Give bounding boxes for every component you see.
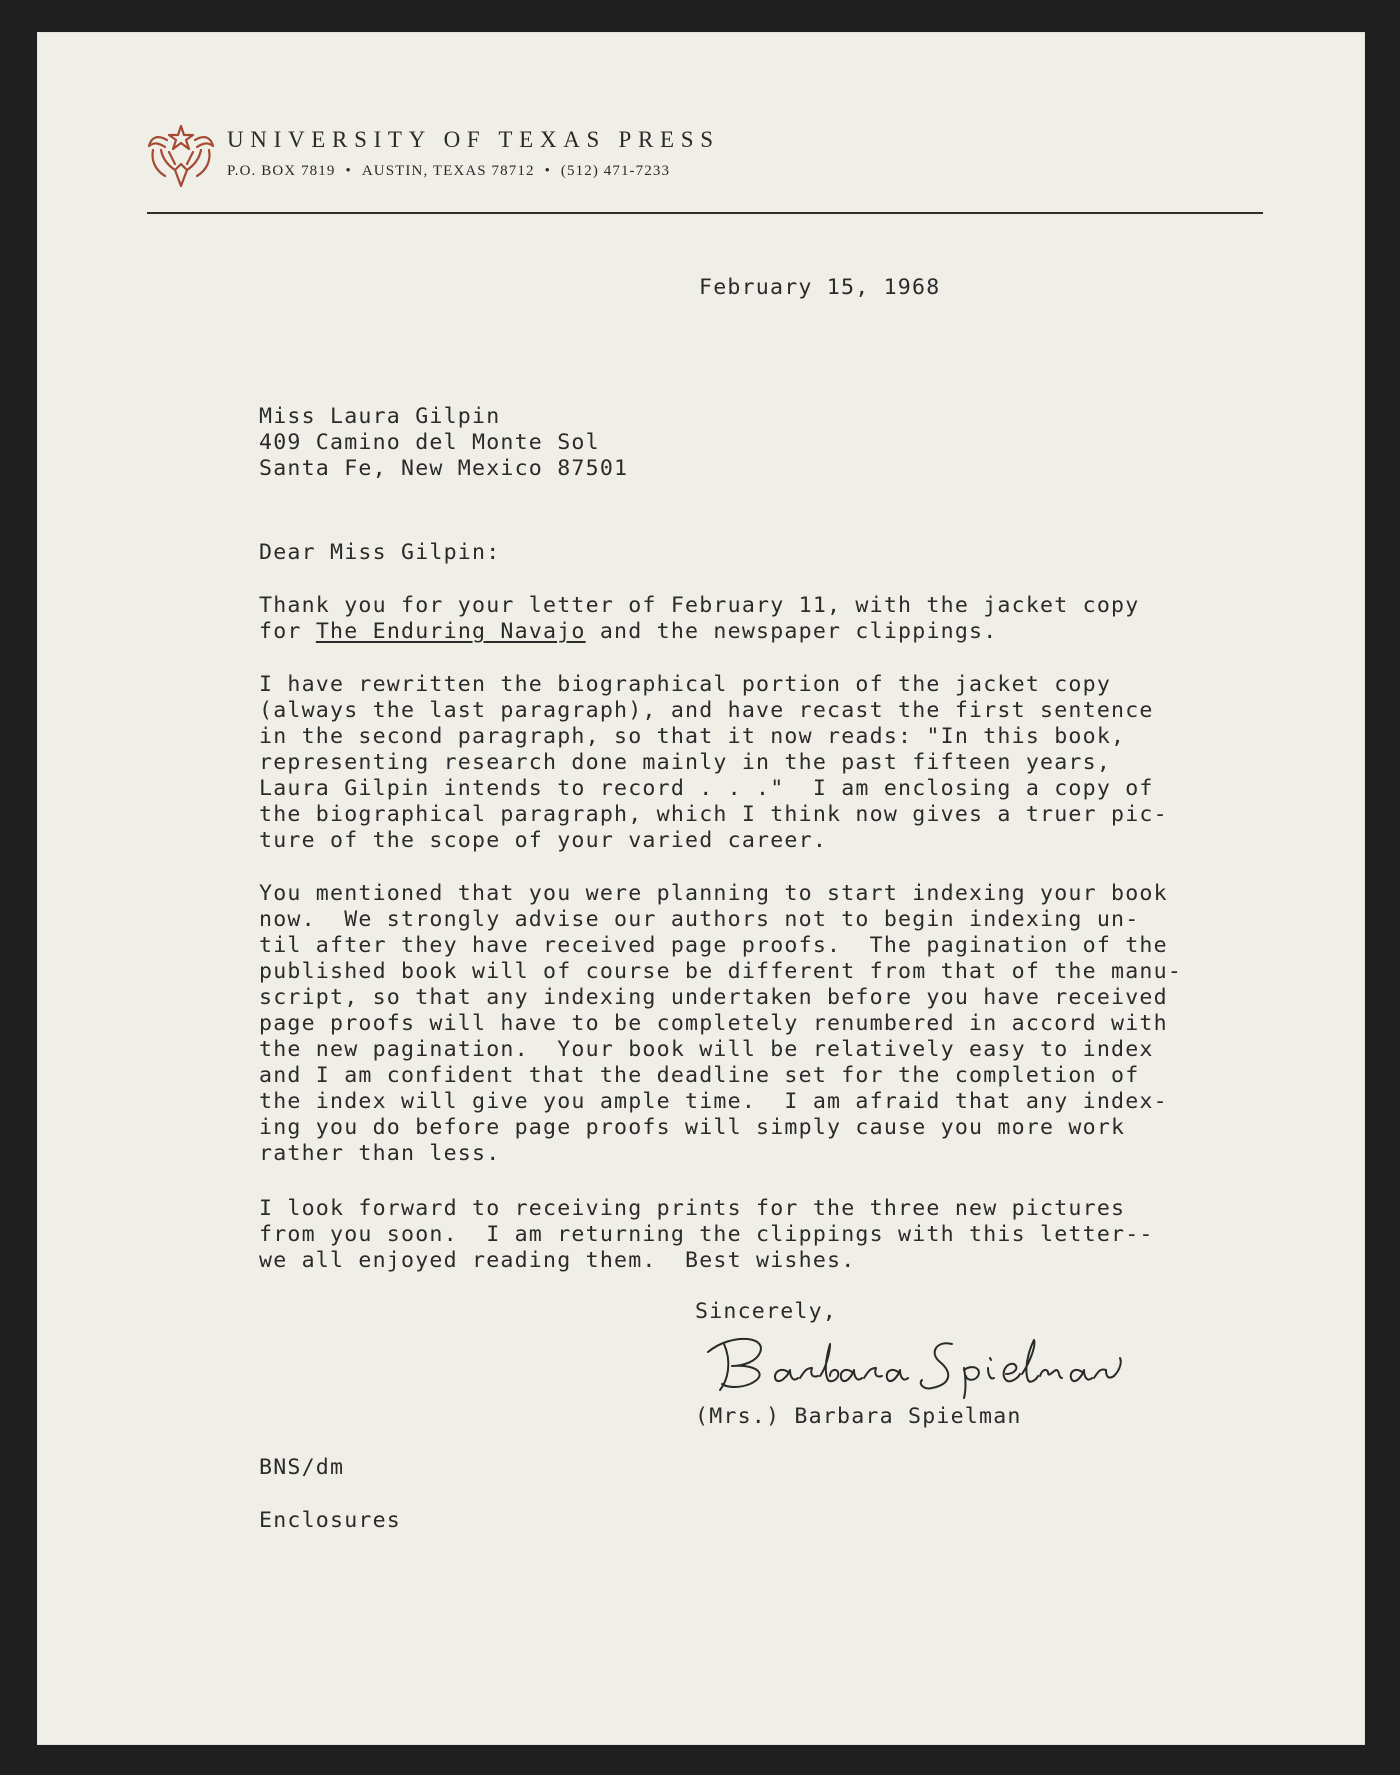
- paragraph-line: from you soon. I am returning the clippings with this letter--: [259, 1222, 1154, 1247]
- recipient-street: 409 Camino del Monte Sol: [259, 430, 600, 455]
- salutation: Dear Miss Gilpin:: [259, 540, 501, 565]
- paragraph-line: rather than less.: [259, 1141, 501, 1166]
- recipient-address: [259, 404, 628, 482]
- handwritten-signature: [702, 1322, 1162, 1402]
- paragraph-line: the index will give you ample time. I am afraid that any index-: [259, 1089, 1168, 1114]
- paragraph-line: (always the last paragraph), and have recast the first sentence: [259, 698, 1154, 723]
- book-title: The Enduring Navajo: [315, 619, 586, 644]
- paragraph-line: we all enjoyed reading them. Best wishes.: [259, 1248, 856, 1273]
- city-line: AUSTIN, TEXAS 78712: [361, 163, 535, 179]
- reference-initials: BNS/dm: [259, 1455, 345, 1480]
- paragraph-1: [259, 593, 1139, 645]
- letterhead-rule: [147, 212, 1263, 214]
- recipient-city: Santa Fe, New Mexico 87501: [259, 456, 629, 481]
- paragraph-line: now. We strongly advise our authors not to begin indexing un-: [259, 907, 1140, 932]
- paragraph-line: in the second paragraph, so that it now reads: "In this book,: [259, 724, 1126, 749]
- paragraph-line: I have rewritten the biographical portion of the jacket copy: [259, 672, 1112, 697]
- text-fragment: and the newspaper clippings.: [585, 619, 998, 644]
- separator-dot: •: [544, 163, 551, 179]
- paragraph-line: I look forward to receiving prints for the three new pictures: [259, 1196, 1126, 1221]
- longhorn-star-seal-icon: [145, 120, 217, 192]
- paragraph-4: [259, 1196, 1154, 1274]
- phone-number: (512) 471-7233: [560, 163, 671, 179]
- enclosures-note: Enclosures: [259, 1508, 402, 1533]
- signer-name: (Mrs.) Barbara Spielman: [695, 1404, 1022, 1429]
- paragraph-line: ture of the scope of your varied career.: [259, 828, 828, 853]
- paragraph-line: representing research done mainly in the past fifteen years,: [259, 750, 1112, 775]
- paragraph-line: [259, 619, 1139, 645]
- paragraph-line: Thank you for your letter of February 11, with the jacket copy: [259, 593, 1140, 618]
- paragraph-3: [259, 881, 1182, 1167]
- paragraph-line: ing you do before page proofs will simply cause you more work: [259, 1115, 1126, 1140]
- paragraph-line: page proofs will have to be completely renumbered in accord with: [259, 1011, 1168, 1036]
- paragraph-2: [259, 672, 1168, 854]
- paragraph-line: til after they have received page proofs. The pagination of the: [259, 933, 1168, 958]
- letter-date: February 15, 1968: [699, 275, 941, 300]
- paragraph-line: the new pagination. Your book will be relatively easy to index: [259, 1037, 1154, 1062]
- letter-page: [37, 32, 1365, 1745]
- text-fragment: for: [259, 619, 316, 644]
- paragraph-line: script, so that any indexing undertaken before you have received: [259, 985, 1168, 1010]
- separator-dot: •: [345, 163, 352, 179]
- paragraph-line: the biographical paragraph, which I think now gives a truer pic-: [259, 802, 1168, 827]
- paragraph-line: You mentioned that you were planning to start indexing your book: [259, 881, 1168, 906]
- letterhead-address: [227, 163, 670, 180]
- letterhead-organization: UNIVERSITY OF TEXAS PRESS: [227, 127, 720, 152]
- paragraph-line: Laura Gilpin intends to record . . ." I am enclosing a copy of: [259, 776, 1154, 801]
- paragraph-line: published book will of course be different from that of the manu-: [259, 959, 1183, 984]
- paragraph-line: and I am confident that the deadline set for the completion of: [259, 1063, 1140, 1088]
- po-box: P.O. BOX 7819: [227, 163, 336, 179]
- closing: Sincerely,: [695, 1299, 838, 1324]
- recipient-name: Miss Laura Gilpin: [259, 404, 501, 429]
